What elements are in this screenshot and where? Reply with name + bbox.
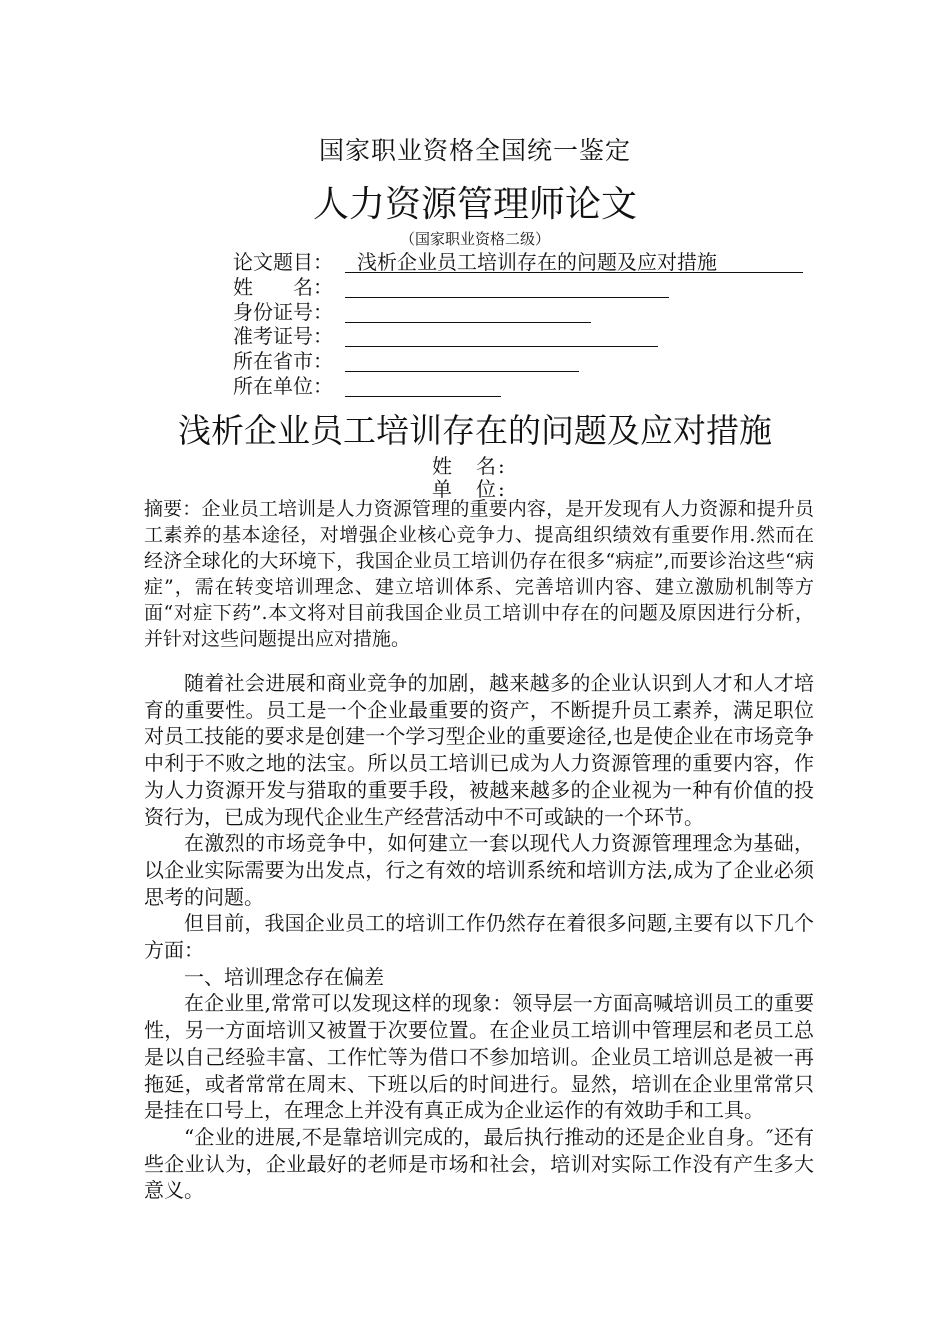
abstract: 摘要：企业员工培训是人力资源管理的重要内容，是开发现有人力资源和提升员工素养的基本途径，对增强企业核心竞争力、提高组织绩效有重要作用.然而在经济全球化的大环境下，我国企业员工培训仍存在很多“病症”,而要诊治这些“病症”，需在转变培训理念、建立培训体系、完善培训内容、建立激励机制等方面“对症下药”.本文将对目前我国企业员工培训中存在的问题及原因进行分析，并针对这些问题提出应对措施。 (144, 498, 814, 650)
paper-title: 浅析企业员工培训存在的问题及应对措施 (178, 411, 772, 450)
topic-label: 论文题目： (233, 250, 333, 274)
topic-field (233, 250, 813, 274)
body-text (144, 670, 814, 1204)
unit-underline (345, 374, 501, 397)
exam-field (233, 324, 663, 348)
author-name-label: 姓 名: (432, 454, 507, 478)
name-field (233, 275, 673, 299)
topic-value: 浅析企业员工培训存在的问题及应对措施 (357, 250, 717, 274)
paragraph: 在企业里,常常可以发现这样的现象：领导层一方面高喊培训员工的重要性，另一方面培训又被置于次要位置。在企业员工培训中管理层和老员工总是以自己经验丰富、工作忙等为借口不参加培训。企业员工培训总是被一再拖延，或者常常在周末、下班以后的时间进行。显然，培训在企业里常常只是挂在口号上，在理念上并没有真正成为企业运作的有效助手和工具。 (144, 991, 814, 1123)
exam-underline (345, 324, 658, 347)
province-label: 所在省市： (233, 349, 333, 373)
document-title: 人力资源管理师论文 (312, 184, 637, 225)
unit-label: 所在单位： (233, 374, 333, 398)
paragraph: 随着社会进展和商业竞争的加剧，越来越多的企业认识到人才和人才培育的重要性。员工是一个企业最重要的资产，不断提升员工素养，满足职位对员工技能的要求是创建一个学习型企业的重要途径,也是使企业在市场竞争中利于不败之地的法宝。所以员工培训已成为人力资源管理的重要内容，作为人力资源开发与猎取的重要手段，被越来越多的企业视为一种有价值的投资行为，已成为现代企业生产经营活动中不可或缺的一个环节。 (144, 671, 814, 829)
unit-field (233, 374, 503, 398)
certification-org: 国家职业资格全国统一鉴定 (318, 136, 631, 165)
exam-label: 准考证号： (233, 324, 333, 348)
id-underline (345, 300, 591, 323)
id-field (233, 300, 593, 324)
author-unit-label: 单 位: (432, 477, 507, 501)
section-heading: 一、培训理念存在偏差 (184, 964, 384, 989)
province-field (233, 349, 583, 373)
paragraph: “企业的进展,不是靠培训完成的，最后执行推动的还是企业自身。″还有些企业认为，企业最好的老师是市场和社会，培训对实际工作没有产生多大意义。 (144, 1124, 814, 1203)
name-label: 姓 名： (233, 275, 333, 299)
qualification-level: （国家职业资格二级） (399, 230, 550, 248)
id-label: 身份证号： (233, 300, 333, 324)
paragraph: 在激烈的市场竞争中，如何建立一套以现代人力资源管理理念为基础，以企业实际需要为出发点，行之有效的培训系统和培训方法,成为了企业必须思考的问题。 (144, 831, 814, 909)
province-underline (345, 349, 579, 372)
name-underline (345, 275, 669, 298)
paragraph: 但目前，我国企业员工的培训工作仍然存在着很多问题,主要有以下几个方面： (144, 911, 814, 963)
